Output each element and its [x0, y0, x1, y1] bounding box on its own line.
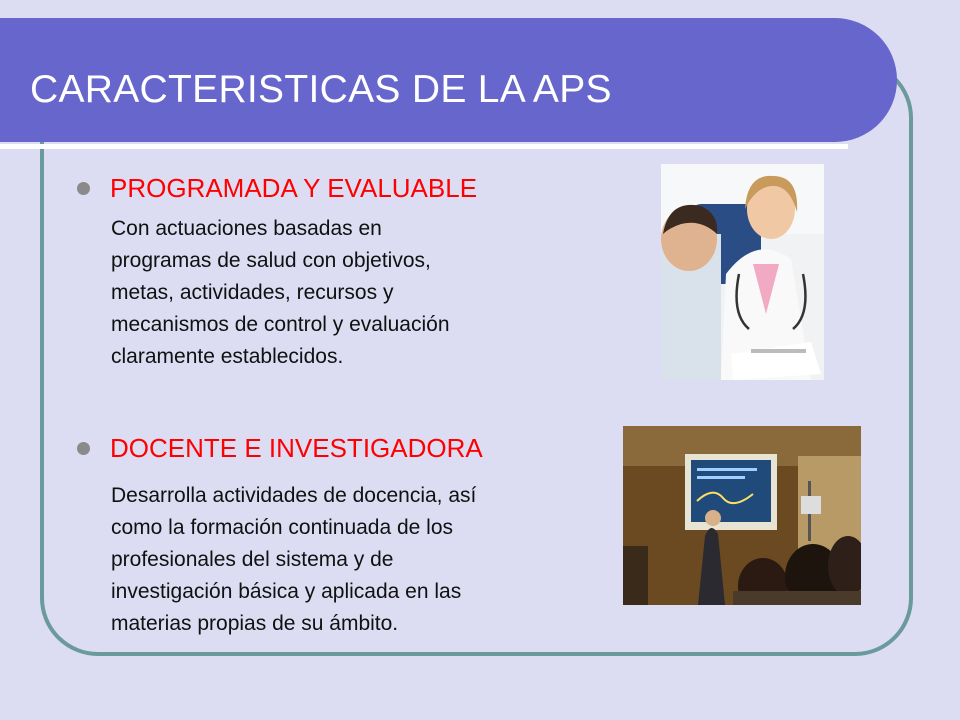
section-body-docente — [111, 480, 476, 640]
body-line: Desarrolla actividades de docencia, así — [111, 484, 477, 507]
body-line: mecanismos de control y evaluación — [111, 313, 450, 336]
slide-title: CARACTERISTICAS DE LA APS — [30, 68, 612, 111]
title-bar — [0, 18, 897, 142]
body-line: claramente establecidos. — [111, 345, 344, 368]
section-body-programada — [111, 213, 450, 373]
bullet-icon — [77, 442, 90, 455]
bullet-icon — [77, 182, 90, 195]
body-line: profesionales del sistema y de — [111, 548, 394, 571]
lecture-photo — [623, 426, 861, 605]
body-line: investigación básica y aplicada en las — [111, 580, 462, 603]
section-heading-programada: PROGRAMADA Y EVALUABLE — [110, 173, 478, 203]
body-line: como la formación continuada de los — [111, 516, 454, 539]
section-heading-docente: DOCENTE E INVESTIGADORA — [110, 433, 483, 463]
body-line: programas de salud con objetivos, — [111, 249, 431, 272]
body-line: metas, actividades, recursos y — [111, 281, 394, 304]
body-line: Con actuaciones basadas en — [111, 217, 382, 240]
title-underline — [0, 144, 848, 149]
body-line: materias propias de su ámbito. — [111, 612, 399, 635]
doctor-consultation-photo — [661, 164, 824, 380]
